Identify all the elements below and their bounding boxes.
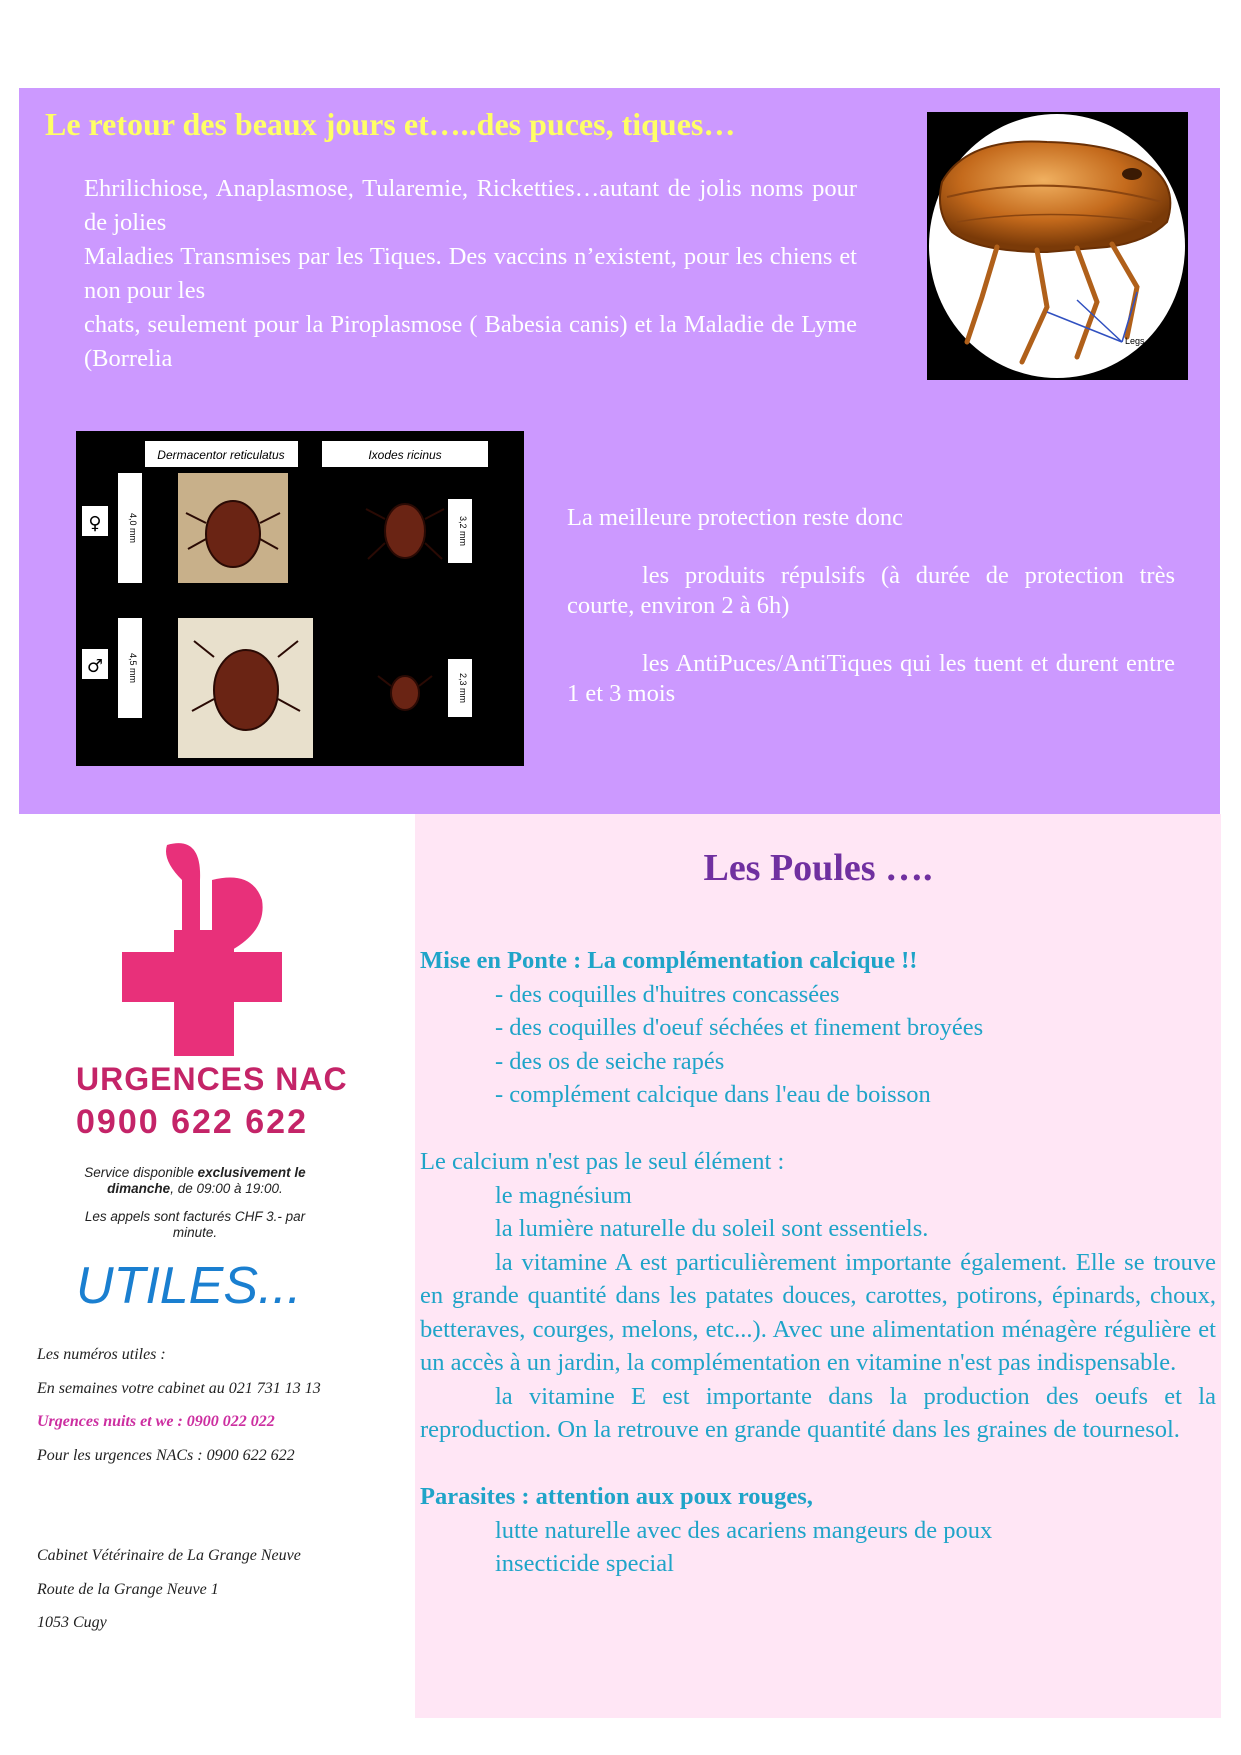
parasites-heading: Parasites : attention aux poux rouges, [420,1483,813,1510]
spacer [420,1112,1216,1146]
flea-image [927,112,1188,380]
size-male-ixodes: 2,3 mm [458,672,468,704]
nac-title: URGENCES NAC [76,1061,348,1097]
intro-text [84,172,857,376]
useful-numbers [37,1338,397,1472]
ticks-image [76,431,524,766]
size-female-dermacentor: 4,0 mm [128,512,138,544]
vitamin-a-paragraph: la vitamine A est particulièrement importante également. Elle se trouve en grande quantité dans les patates douces, carottes, potirons, épinards, choux, betteraves, courges, melons, etc...). Avec une alimentation ménagère régulière et un accès à un jardin, la complémentation en vitamine n'est pas indispensable. [420,1248,1216,1376]
useful-number-cabinet: En semaines votre cabinet au 021 731 13 13 [37,1379,321,1397]
protection-item-antiflea: les AntiPuces/AntiTiques qui les tuent et durent entre 1 et 3 mois [567,650,1175,707]
intro-line-3: chats, seulement pour la Piroplasmose ( Babesia canis) et la Maladie de Lyme (Borrelia [84,311,857,372]
address-line: Route de la Grange Neuve 1 [37,1580,219,1598]
list-item: - des coquilles d'oeuf séchées et finement broyées [495,1014,984,1041]
spacer [420,1447,1216,1481]
size-male-dermacentor: 4,5 mm [128,652,138,684]
nac-service-info [70,1165,320,1253]
clinic-address [37,1539,301,1640]
flea-illustration [927,112,1188,380]
utiles-title: UTILES... [76,1257,302,1315]
list-item: lutte naturelle avec des acariens mangeurs de poux [495,1516,993,1544]
size-female-ixodes: 3,2 mm [458,515,468,547]
list-item: - complément calcique dans l'eau de boisson [495,1081,931,1108]
protection-item-repellent: les produits répulsifs (à durée de protection très courte, environ 2 à 6h) [567,562,1175,619]
ponte-heading: Mise en Ponte : La complémentation calcique !! [420,947,918,974]
protection-intro: La meilleure protection reste donc [567,504,904,531]
nac-cross-logo-icon [112,840,312,1056]
nac-phone: 0900 622 622 [76,1103,308,1141]
poules-text [420,944,1216,1581]
address-line: Cabinet Vétérinaire de La Grange Neuve [37,1547,301,1564]
list-item: le magnésium [495,1181,632,1209]
intro-line-2: Maladies Transmises par les Tiques. Des vaccins n’existent, pour les chiens et non pour les [84,243,857,304]
useful-numbers-heading: Les numéros utiles : [37,1346,166,1363]
page-title: Le retour des beaux jours et…..des puces, tiques… [45,106,736,142]
ticks-illustration [76,431,524,766]
calcium-intro: Le calcium n'est pas le seul élément : [420,1148,785,1175]
list-item: - des coquilles d'huitres concassées [495,980,840,1008]
vitamin-e-paragraph: la vitamine E est importante dans la production des oeufs et la reproduction. On la retrouve en grande quantité dans les graines de tournesol. [420,1382,1216,1443]
useful-number-emergency: Urgences nuits et we : 0900 022 022 [37,1413,275,1430]
species-2-label: Ixodes ricinus [368,448,442,462]
female-symbol: ♀ [88,513,102,534]
list-item: - des os de seiche rapés [495,1047,725,1075]
list-item: insecticide special [495,1550,674,1577]
intro-line-1: Ehrilichiose, Anaplasmose, Tularemie, Ricketties…autant de jolis noms pour de jolies [84,175,857,236]
nac-service-availability: Service disponible exclusivement le dimanche, de 09:00 à 19:00. [84,1165,306,1196]
male-symbol: ♂ [86,656,104,677]
useful-number-nac: Pour les urgences NACs : 0900 622 622 [37,1446,295,1464]
address-line: 1053 Cugy [37,1614,107,1631]
nac-billing: Les appels sont facturés CHF 3.- par minute. [84,1209,306,1240]
list-item: la lumière naturelle du soleil sont essentiels. [495,1215,929,1242]
poules-title: Les Poules …. [703,847,933,889]
protection-text [567,503,1175,737]
species-1-label: Dermacentor reticulatus [157,448,285,462]
legs-label: Legs [1125,336,1145,346]
